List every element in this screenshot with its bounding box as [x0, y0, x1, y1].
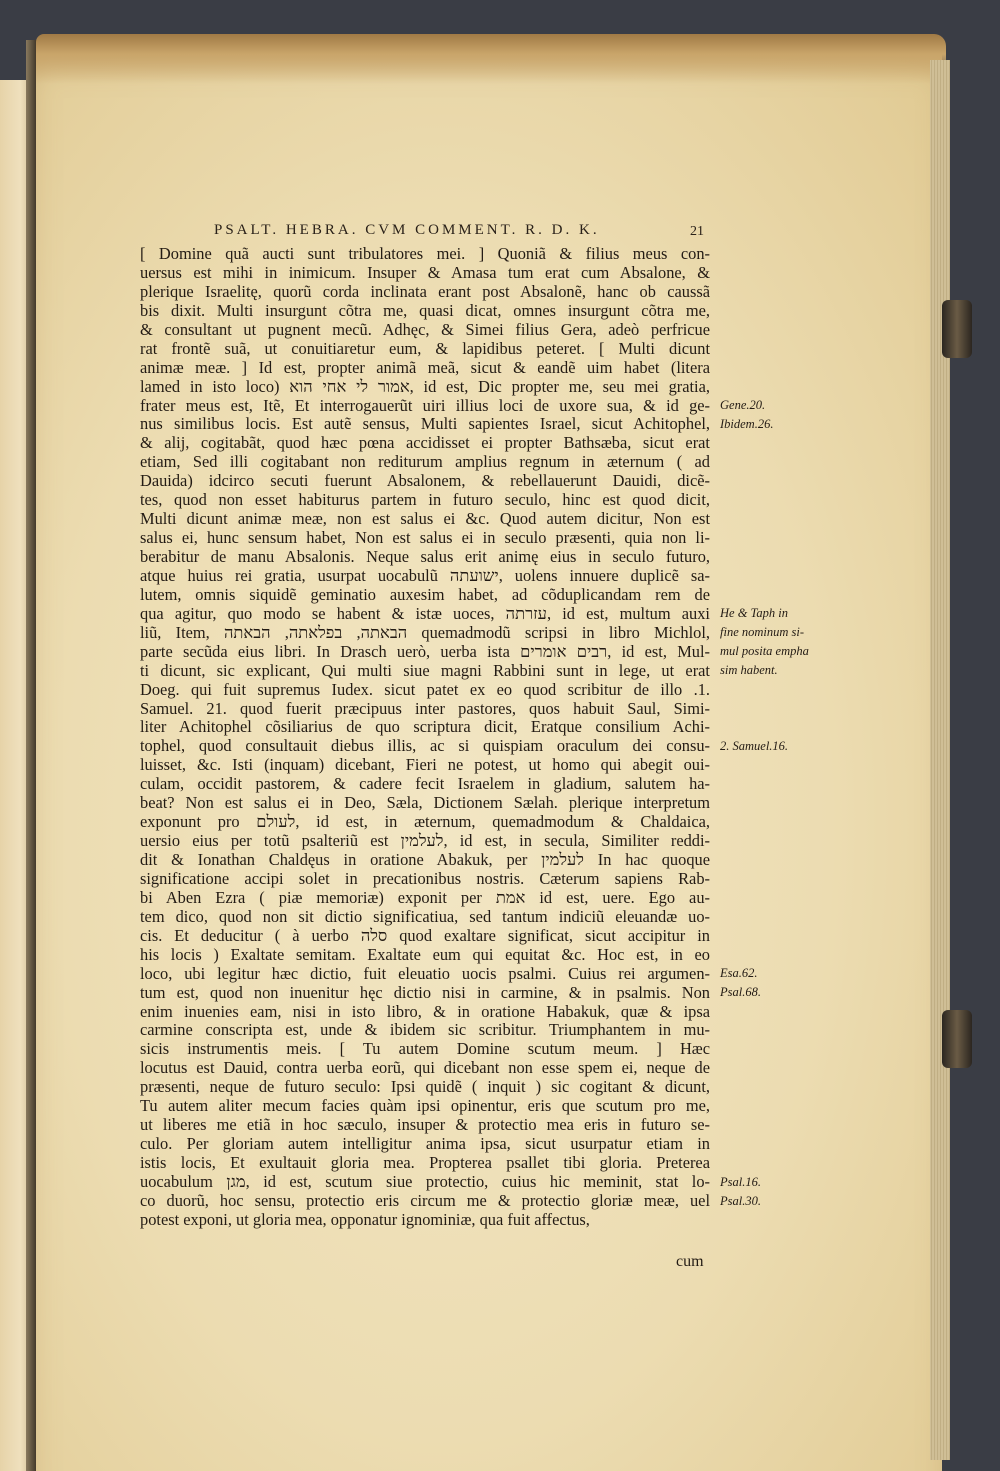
text-line: dit & Ionathan Chaldęus in oratione Abakuk, per לעלמין In hac quoque	[140, 851, 710, 869]
text-line: loco, ubi legitur hæc dictio, fuit eleuatio uocis psalmi. Cuius rei argumen-	[140, 964, 710, 983]
text-line: istis locis, Et exultauit gloria mea. Propterea psallet tibi gloria. Preterea	[140, 1154, 710, 1172]
folio-number: 21	[690, 224, 704, 239]
text-line: tum est, quod non inuenitur hęc dictio nisi in carmine, & in psalmis. Non	[140, 983, 710, 1002]
catchword: cum	[676, 1253, 704, 1270]
marginal-note: Psal.16.	[720, 1174, 761, 1189]
text-line: his locis ) Exaltate semitam. Exaltate eum qui equitat &c. Hoc est, in eo	[140, 945, 710, 964]
binding-clasp-upper	[942, 300, 972, 358]
text-line: culam, occidit pastorem, & cadere fecit Israelem in gladium, salutem ha-	[140, 775, 710, 794]
text-line: Dauida) idcirco secuti fuerunt Absalonem, & rebellauerunt Dauidi, dicẽ-	[140, 472, 710, 491]
binding-clasp-lower	[942, 1010, 972, 1068]
marginal-note: He & Taph in	[720, 606, 788, 621]
text-line: & consultant ut pugnent mecũ. Adhęc, & Simei filius Gera, adeò perfricue	[140, 320, 710, 339]
text-line: locutus est Dauid, contra uerba eorũ, qui dicebant non esse spem ei, neque de	[140, 1059, 710, 1078]
marginal-note: Psal.30.	[720, 1193, 761, 1208]
text-line: liũ, Item, הבאתה, בפלאתה, הבאתה quemadmodũ scripsi in libro Michlol,	[140, 623, 710, 642]
text-line: ut liberes me etiã in hoc sæculo, insuper & protectio mea eris in futuro se-	[140, 1116, 710, 1135]
text-line: Samuel. 21. quod fuerit præcipuus inter pastores, quos habuit Saul, Simi-	[140, 699, 710, 718]
running-head: PSALT. HEBRA. CVM COMMENT. R. D. K.	[214, 222, 600, 238]
text-line: uersio eius per totũ psalteriũ est לעלמין, id est, in secula, Similiter reddi-	[140, 832, 710, 851]
text-line: plerique Israelitę, quorũ corda inclinata erant post Absalonẽ, hanc ob caussã	[140, 282, 710, 301]
text-line: Tu autem aliter mecum facies quàm ipsi opinentur, eris que scutum pro me,	[140, 1097, 710, 1116]
text-line: parte secũda eius libri. In Drasch uerò, uerba ista רבים אומרים, id est, Mul-	[140, 642, 710, 661]
marginal-note: Gene.20.	[720, 397, 766, 412]
text-line: enim inuenies eam, nisi in isto libro, & in oratione Habakuk, quæ & ipsa	[140, 1002, 710, 1021]
marginal-note: Ibidem.26.	[720, 416, 774, 431]
text-line: cis. Et deducitur ( à uerbo סלה quod exaltare significat, sicut accipitur in	[140, 926, 710, 945]
text-line: tophel, quod consultauit diebus illis, ac si quispiam oraculum dei consu-	[140, 737, 710, 756]
text-line: co duorũ, hoc sensu, protectio eris circum me & protectio gloriæ meæ, uel	[140, 1191, 710, 1210]
page-top-stain	[36, 34, 946, 84]
text-line: carmine conscripta est, unde & ibidem sic scribitur. Triumphantem in mu-	[140, 1021, 710, 1040]
text-line: bis dixit. Multi insurgunt cõtra me, quasi dicat, omnes insurgunt cõtra me,	[140, 301, 710, 320]
commentary-text-block	[140, 245, 710, 1230]
text-line: rat frontẽ suã, ut conuitiaretur eum, & lapidibus peteret. [ Multi dicunt	[140, 339, 710, 358]
text-line: ti dicunt, sic explicant, Qui multi siue magni Rabbini sunt in lege, ut erat	[140, 661, 710, 680]
text-line: salus ei, hunc sensum habet, Non est salus ei in seculo præsenti, quia non li-	[140, 529, 710, 548]
text-line: berabitur de manu Absalonis. Neque salus erit animę eius in seculo futuro,	[140, 548, 710, 566]
text-line: uocabulum מגן, id est, scutum siue protectio, cuius hic meminit, stat lo-	[140, 1172, 710, 1191]
text-line: potest exponi, ut gloria mea, opponatur ignominiæ, qua fuit affectus,	[140, 1210, 590, 1229]
text-line: beat? Non est salus ei in Deo, Sæla, Dictionem Sælah. plerique interpretum	[140, 794, 710, 813]
marginal-note: Psal.68.	[720, 985, 761, 1000]
text-line: uersus est mihi in inimicum. Insuper & Amasa tum erat cum Absalone, &	[140, 263, 710, 282]
marginal-note: fine nominum si-	[720, 625, 805, 639]
text-line: sicis instrumentis meis. [ Tu autem Domine scutum meum. ] Hæc	[140, 1040, 710, 1059]
marginal-note: Esa.62.	[720, 966, 758, 981]
text-line: [ Domine quã aucti sunt tribulatores mei. ] Quoniã & filius meus con-	[140, 245, 710, 263]
text-line: & alij, cogitabãt, quod hæc pœna accidisset ei propter Bathsæba, sicut erat	[140, 434, 710, 453]
text-line: Doeg. qui fuit supremus Iudex. sicut patet ex eo quod scribitur de illo .1.	[140, 680, 710, 699]
text-line: qua agitur, quo modo se habent & istæ uoces, עזרתה, id est, multum auxi	[140, 604, 710, 623]
text-line: præsenti, neque de futuro seculo: Ipsi quidẽ ( inquit ) sic cogitant & dicunt,	[140, 1078, 710, 1097]
marginal-note: 2. Samuel.16.	[720, 738, 789, 753]
text-line: nus similibus locis. Est autẽ sensus, Multi sapientes Israel, sicut Achitophel,	[140, 415, 710, 434]
text-line: luisset, &c. Isti (inquam) dicebant, Fieri ne potest, ut homo qui abegit oui-	[140, 756, 710, 775]
text-line: Multi dicunt animæ meæ, non est salus ei &c. Quod autem dicitur, Non est	[140, 510, 710, 529]
text-line: tem dico, quod non sit dictio significatiua, sed tantum indiciũ eleuandæ uo-	[140, 907, 710, 926]
text-line: etiam, Sed illi cogitabant non rediturum amplius regnum in æternum ( ad	[140, 453, 710, 472]
text-line: frater meus est, Itẽ, Et interrogauerũt uiri illius loci de uxore sua, & id ge-	[140, 396, 710, 415]
text-line: atque huius rei gratia, usurpat uocabulũ ישועתה, uolens innuere duplicẽ sa-	[140, 566, 710, 585]
text-line: lutem, omnis siquidẽ geminatio auxesim habet, ad cõduplicandam rem de	[140, 585, 710, 604]
text-line: animæ meæ. ] Id est, propter animã meã, sicut & eandẽ uim habet (litera	[140, 358, 710, 377]
text-line: bi Aben Ezra ( piæ memoriæ) exponit per אמת id est, uere. Ego au-	[140, 888, 710, 907]
text-line: liter Achitophel cõsiliarius de quo scriptura dicit, Eratque consilium Achi-	[140, 718, 710, 737]
text-line: tes, quod non esset habiturus partem in futuro seculo, hinc est quod dicit,	[140, 491, 710, 510]
text-line: exponunt pro לעולם, id est, in æternum, quemadmodum & Chaldaica,	[140, 813, 710, 832]
text-line: significatione accipi solet in precationibus nostris. Cæterum sapiens Rab-	[140, 869, 710, 888]
marginal-note: sim habent.	[720, 662, 778, 677]
text-line: culo. Per gloriam autem intelligitur anima ipsa, sicut usurpatur etiam in	[140, 1135, 710, 1154]
marginal-note: mul posita empha	[720, 643, 809, 658]
text-line: lamed in isto loco) אמור לי אחי הוא, id est, Dic propter me, seu mei gratia,	[140, 377, 710, 396]
page-edges	[930, 60, 950, 1460]
